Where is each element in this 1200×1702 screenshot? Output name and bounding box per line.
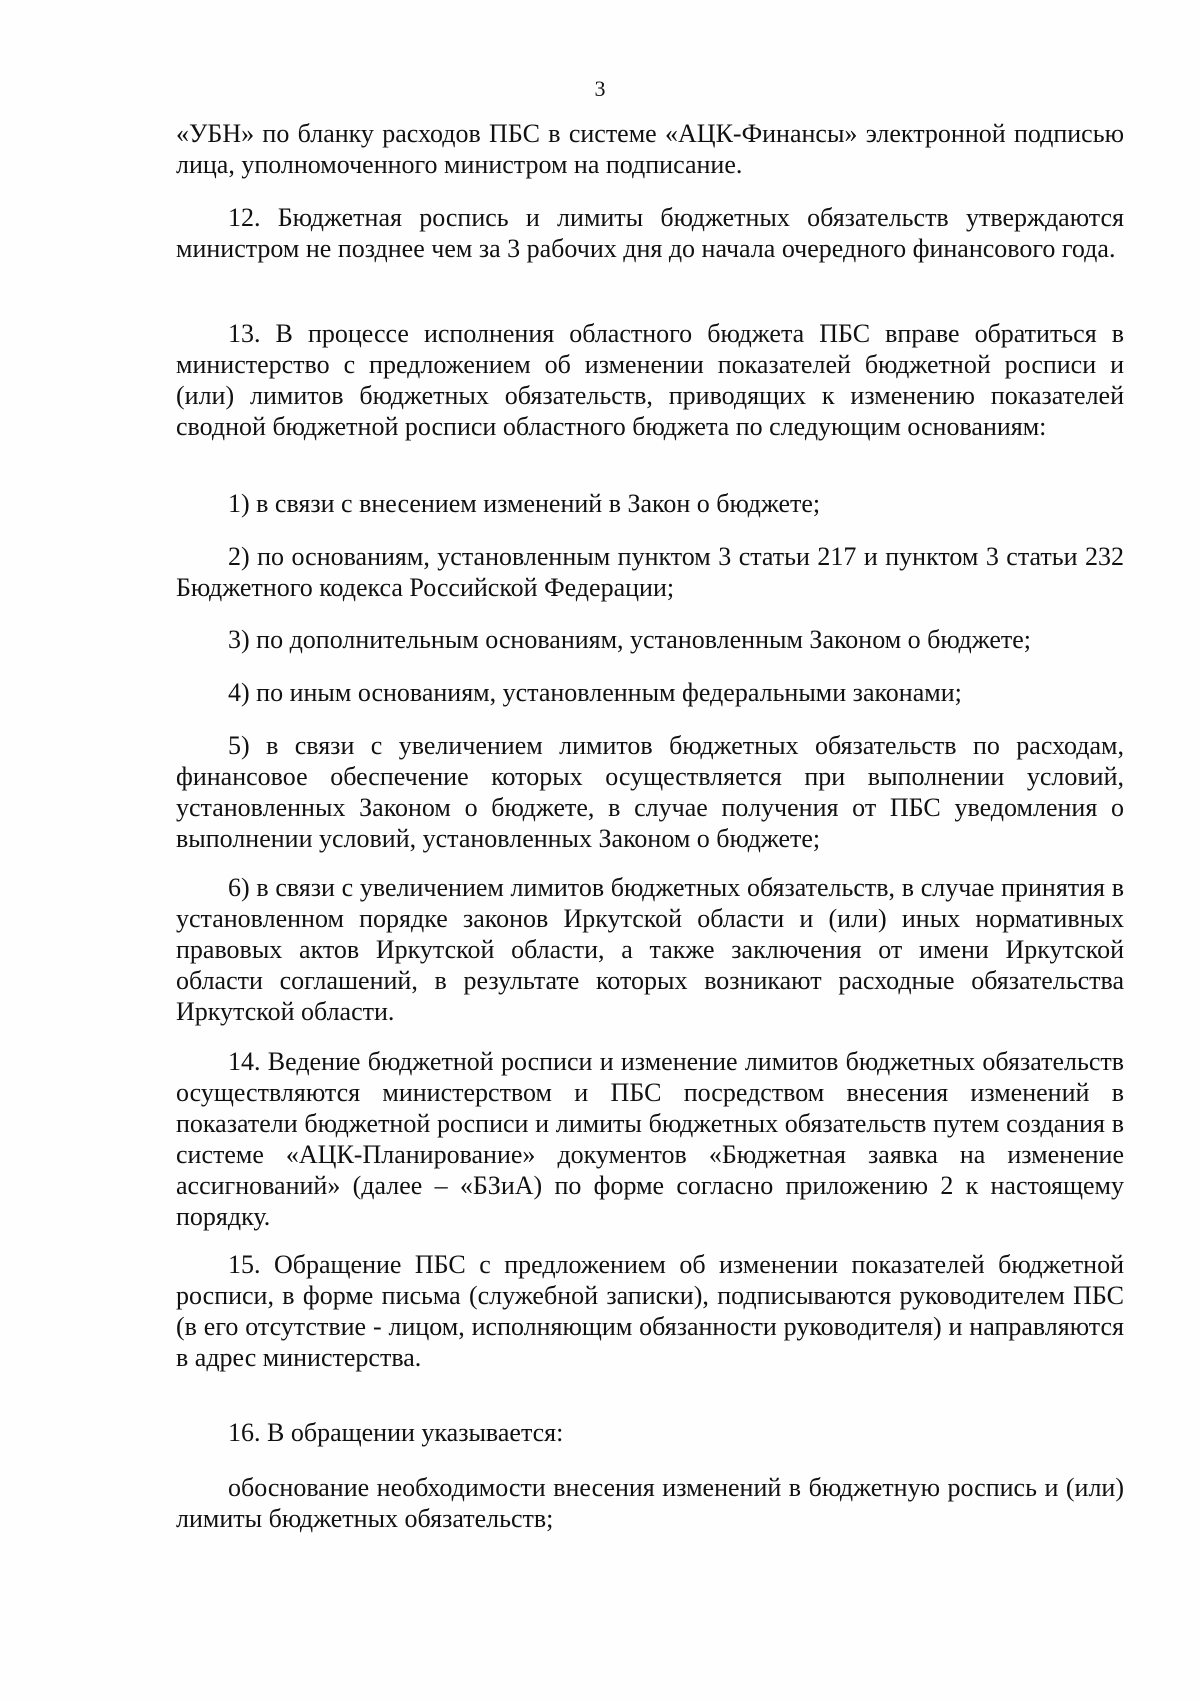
paragraph-subitem-1: 1) в связи с внесением изменений в Закон о бюджете; <box>228 489 821 518</box>
paragraph-item-13: 13. В процессе исполнения областного бюджета ПБС вправе обратиться в министерство с предложением об изменении показателей бюджетной росписи и (или) лимитов бюджетных обязательств, приводящих к изменению показателей сводной бюджетной росписи областного бюджета по следующим основаниям: <box>176 319 1124 441</box>
paragraph-subitem-5: 5) в связи с увеличением лимитов бюджетных обязательств по расходам, финансовое обеспечение которых осуществляется при выполнении условий, установленных Законом о бюджете, в случае получения от ПБС уведомления о выполнении условий, установленных Законом о бюджете; <box>176 731 1124 853</box>
paragraph-continuation: «УБН» по бланку расходов ПБС в системе «АЦК-Финансы» электронной подписью лица, уполномоченного министром на подписание. <box>176 119 1124 179</box>
paragraph-item-16: 16. В обращении указывается: <box>228 1418 564 1447</box>
paragraph-subitem-2: 2) по основаниям, установленным пунктом 3 статьи 217 и пунктом 3 статьи 232 Бюджетного кодекса Российской Федерации; <box>176 542 1124 602</box>
paragraph-justification: обоснование необходимости внесения изменений в бюджетную роспись и (или) лимиты бюджетных обязательств; <box>176 1473 1124 1533</box>
paragraph-item-15: 15. Обращение ПБС с предложением об изменении показателей бюджетной росписи, в форме письма (служебной записки), подписываются руководителем ПБС (в его отсутствие - лицом, исполняющим обязанности руководителя) и направляются в адрес министерства. <box>176 1250 1124 1372</box>
paragraph-item-14: 14. Ведение бюджетной росписи и изменение лимитов бюджетных обязательств осуществляются министерством и ПБС посредством внесения изменений в показатели бюджетной росписи и лимиты бюджетных обязательств путем создания в системе «АЦК-Планирование» документов «Бюджетная заявка на изменение ассигнований» (далее – «БЗиА) по форме согласно приложению 2 к настоящему порядку. <box>176 1047 1124 1231</box>
paragraph-subitem-4: 4) по иным основаниям, установленным федеральными законами; <box>228 678 962 707</box>
paragraph-subitem-3: 3) по дополнительным основаниям, установленным Законом о бюджете; <box>228 625 1032 654</box>
paragraph-item-12: 12. Бюджетная роспись и лимиты бюджетных обязательств утверждаются министром не позднее чем за 3 рабочих дня до начала очередного финансового года. <box>176 203 1124 263</box>
paragraph-subitem-6: 6) в связи с увеличением лимитов бюджетных обязательств, в случае принятия в установленном порядке законов Иркутской области и (или) иных нормативных правовых актов Иркутской области, а также заключения от имени Иркутской области соглашений, в результате которых возникают расходные обязательства Иркутской области. <box>176 873 1124 1026</box>
page-number: 3 <box>594 76 606 101</box>
